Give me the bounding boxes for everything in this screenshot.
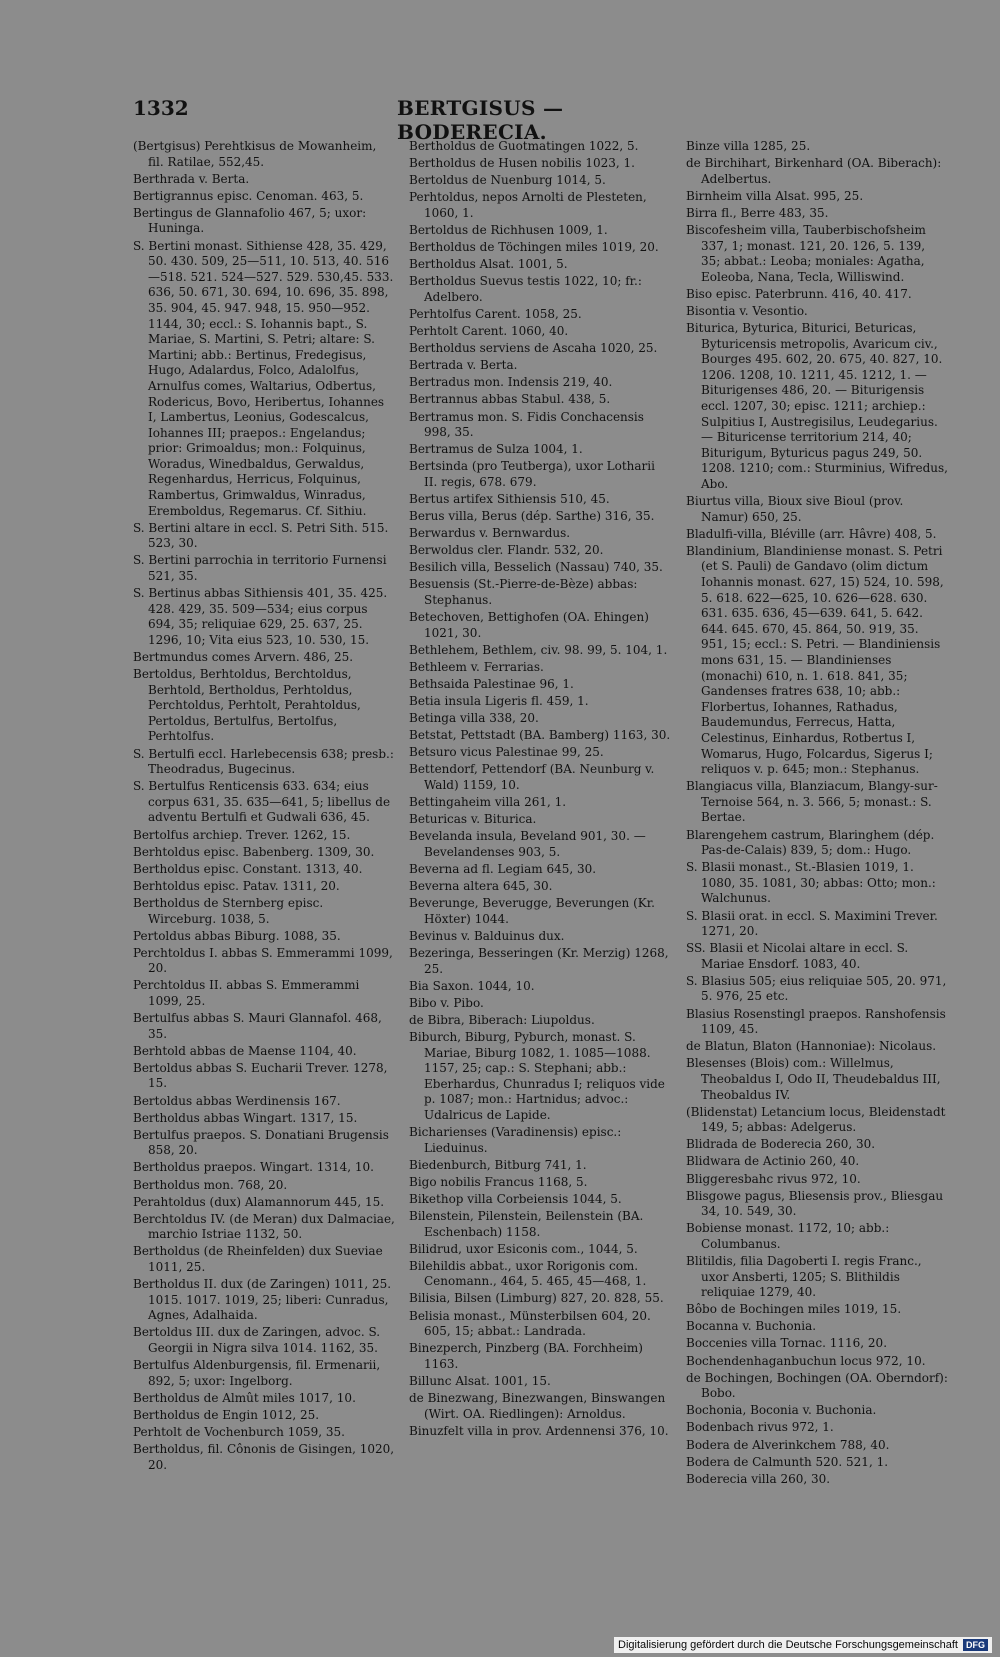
index-entry: Biturica, Byturica, Biturici, Beturicas, Byturicensis metropolis, Avaricum civ., Bourges 495. 602, 20. 675, 40. 827, 10. 1206. 1208, 10. 1211, 45. 1212, 1. — Biturigenses 486, 20. — Biturigensis eccl. 1207, 30; episc. 1211; archiep.: Sulpitius I, Austregisilus, Leudegarius. — Bituricense territorium 214, 40; Biturigum, Byturicus pagus 249, 50. 1208. 1210; com.: Sturminius, Wifredus, Abo.	[686, 321, 948, 491]
index-entry: Biscofesheim villa, Tauberbischofsheim 337, 1; monast. 121, 20. 126, 5. 139, 35; abbat.: Leoba; moniales: Agatha, Eoleoba, Nana, Tecla, Williswind.	[686, 222, 926, 284]
index-entry: Bettingaheim villa 261, 1.	[409, 795, 567, 810]
index-entry: Bilisia, Bilsen (Limburg) 827, 20. 828, 55.	[409, 1291, 664, 1306]
index-entry: Perhtolt de Vochenburch 1059, 35.	[133, 1424, 345, 1439]
index-entry: Betinga villa 338, 20.	[409, 711, 539, 726]
index-entry: S. Bertinus abbas Sithiensis 401, 35. 425. 428. 429, 35. 509—534; eius corpus 694, 35; reliquiae 629, 25. 637, 25. 1296, 10; Vita eius 523, 10. 530, 15.	[133, 586, 388, 647]
index-entry: Bertholdus (de Rheinfelden) dux Sueviae 1011, 25.	[133, 1244, 383, 1274]
index-entry: Berwardus v. Bernwardus.	[409, 526, 571, 541]
index-entry: Perahtoldus (dux) Alamannorum 445, 15.	[133, 1194, 385, 1209]
index-entry: Berus villa, Berus (dép. Sarthe) 316, 35.	[409, 509, 655, 524]
index-entry: Bertholdus de Almût miles 1017, 10.	[133, 1390, 356, 1405]
index-entry: Bertrada v. Berta.	[409, 358, 518, 373]
index-entry: Bertulfus praepos. S. Donatiani Brugensis 858, 20.	[133, 1127, 389, 1158]
index-entry: Bertramus mon. S. Fidis Conchacensis 998, 35.	[409, 409, 644, 440]
index-entry: Bilehildis abbat., uxor Rorigonis com. Cenomann., 464, 5. 465, 45—468, 1.	[409, 1258, 647, 1289]
index-entry: Bevelanda insula, Beveland 901, 30. — Bevelandenses 903, 5.	[409, 829, 646, 859]
index-entry: de Blatun, Blaton (Hannoniae): Nicolaus.	[686, 1039, 937, 1054]
index-entry: Perhtoldus, nepos Arnolti de Plesteten, 1060, 1.	[409, 190, 647, 220]
index-entry: Beturicas v. Biturica.	[409, 812, 537, 827]
index-entry: Bethleem v. Ferrarias.	[409, 659, 544, 674]
index-entry: Bettendorf, Pettendorf (BA. Neunburg v. Wald) 1159, 10.	[409, 762, 655, 793]
index-entry: S. Blasii orat. in eccl. S. Maximini Trever. 1271, 20.	[686, 908, 938, 939]
index-entry: (Bertgisus) Perehtkisus de Mowanheim, fil. Ratilae, 552,45.	[133, 139, 377, 169]
index-entry: Bertholdus de Engin 1012, 25.	[133, 1407, 320, 1422]
index-entry: S. Bertini parrochia in territorio Furnensi 521, 35.	[133, 553, 387, 584]
index-entry: Berwoldus cler. Flandr. 532, 20.	[409, 543, 604, 558]
index-column-3	[686, 139, 948, 1564]
index-entry: Berhtold abbas de Maense 1104, 40.	[133, 1043, 357, 1058]
index-entry: Bibo v. Pibo.	[409, 995, 484, 1010]
index-entry: Bertholdus de Guotmatingen 1022, 5.	[409, 139, 639, 153]
index-entry: Perhtolt Carent. 1060, 40.	[409, 324, 569, 339]
index-entry: Berhtoldus episc. Babenberg. 1309, 30.	[133, 844, 375, 859]
index-entry: Bertoldus de Richhusen 1009, 1.	[409, 222, 608, 237]
index-entry: Perchtoldus I. abbas S. Emmerammi 1099, 20.	[133, 945, 393, 976]
index-entry: Bertus artifex Sithiensis 510, 45.	[409, 491, 610, 506]
index-entry: (Blidenstat) Letancium locus, Bleidenstadt 149, 5; abbas: Adelgerus.	[686, 1104, 946, 1135]
index-entry: Betia insula Ligeris fl. 459, 1.	[409, 694, 589, 709]
index-entry: Bertsinda (pro Teutberga), uxor Lotharii II. regis, 678. 679.	[409, 459, 655, 489]
index-entry: Bertholdus II. dux (de Zaringen) 1011, 25. 1015. 1017. 1019, 25; liberi: Cunradus, Agnes, Adalhaida.	[133, 1277, 392, 1323]
index-entry: Biburch, Biburg, Pyburch, monast. S. Mariae, Biburg 1082, 1. 1085—1088. 1157, 25; cap.: S. Stephani; abb.: Eberhardus, Chunradus I; reliquos vide p. 1087; mon.: Hartnidus; advoc.: Udalricus de Lapide.	[409, 1029, 665, 1122]
index-entry: Berthrada v. Berta.	[133, 171, 250, 186]
running-title: BERTGISUS — BODERECIA.	[397, 96, 564, 144]
index-entry: Blidrada de Boderecia 260, 30.	[686, 1137, 876, 1152]
index-entry: Bertoldus abbas Werdinensis 167.	[133, 1093, 341, 1108]
index-entry: Bertholdus de Husen nobilis 1023, 1.	[409, 156, 635, 171]
index-entry: Bertholdus serviens de Ascaha 1020, 25.	[409, 341, 658, 356]
index-entry: Biurtus villa, Bioux sive Bioul (prov. Namur) 650, 25.	[686, 494, 904, 524]
index-entry: Bocanna v. Buchonia.	[686, 1319, 817, 1334]
index-entry: Bigo nobilis Francus 1168, 5.	[409, 1174, 588, 1189]
index-entry: S. Bertulfi eccl. Harlebecensis 638; presb.: Theodradus, Bugecinus.	[133, 746, 394, 777]
index-entry: Billunc Alsat. 1001, 15.	[409, 1373, 551, 1388]
index-column-1	[133, 139, 395, 1564]
index-entry: Bertoldus abbas S. Eucharii Trever. 1278, 15.	[133, 1060, 388, 1091]
index-entry: Beverunge, Beverugge, Beverungen (Kr. Höxter) 1044.	[409, 896, 655, 926]
index-entry: Bodera de Alverinkchem 788, 40.	[686, 1437, 890, 1452]
index-entry: Bertramus de Sulza 1004, 1.	[409, 442, 583, 457]
footer-credit-text: Digitalisierung gefördert durch die Deutsche Forschungsgemeinschaft	[618, 1639, 958, 1651]
index-entry: Bochonia, Boconia v. Buchonia.	[686, 1403, 877, 1418]
index-entry: Bia Saxon. 1044, 10.	[409, 978, 535, 993]
index-entry: Birra fl., Berre 483, 35.	[686, 205, 829, 220]
index-entry: S. Bertini monast. Sithiense 428, 35. 429, 50. 430. 509, 25—511, 10. 513, 40. 516—518. 521. 524—527. 529. 530,45. 533. 636, 50. 671, 30. 694, 10. 696, 35. 898, 35. 904, 45. 947. 948, 15. 950—952. 1144, 30; eccl.: S. Iohannis bapt., S. Mariae, S. Martini, S. Petri; altare: S. Martini; abb.: Bertinus, Fredegisus, Hugo, Adalardus, Folco, Adalolfus, Arnulfus comes, Waltarius, Odbertus, Rodericus, Bovo, Heribertus, Iohannes I, Lambertus, Leonius, Godescalcus, Iohannes III; praepos.: Engelandus; prior: Grimoaldus; mon.: Folquinus, Woradus, Winedbaldus, Gerwaldus, Regenhardus, Herricus, Folquinus, Rambertus, Grimwaldus, Winradus, Eremboldus, Regemarus. Cf. Sithiu.	[133, 238, 394, 518]
index-entry: Bicharienses (Varadinensis) episc.: Lieduinus.	[409, 1125, 622, 1155]
index-entry: Birnheim villa Alsat. 995, 25.	[686, 188, 864, 203]
index-entry: S. Bertulfus Renticensis 633. 634; eius corpus 631, 35. 635—641, 5; libellus de adventu Bertulfi et Gudwali 636, 45.	[133, 779, 391, 825]
index-entry: Bertulfus Aldenburgensis, fil. Ermenarii, 892, 5; uxor: Ingelborg.	[133, 1358, 381, 1388]
page-header	[133, 96, 664, 144]
index-entry: Besilich villa, Besselich (Nassau) 740, 35.	[409, 560, 663, 575]
index-entry: Bilenstein, Pilenstein, Beilenstein (BA. Eschenbach) 1158.	[409, 1209, 644, 1239]
index-entry: Biso episc. Paterbrunn. 416, 40. 417.	[686, 286, 912, 301]
index-entry: Boderecia villa 260, 30.	[686, 1471, 831, 1486]
index-entry: Betsuro vicus Palestinae 99, 25.	[409, 745, 604, 760]
index-entry: S. Blasius 505; eius reliquiae 505, 20. 971, 5. 976, 25 etc.	[686, 973, 947, 1004]
index-entry: de Bibra, Biberach: Liupoldus.	[409, 1012, 595, 1027]
index-entry: Bertholdus abbas Wingart. 1317, 15.	[133, 1110, 358, 1125]
index-entry: Belisia monast., Münsterbilsen 604, 20. 605, 15; abbat.: Landrada.	[409, 1308, 651, 1339]
index-entry: Bertholdus Suevus testis 1022, 10; fr.: Adelbero.	[409, 274, 642, 304]
index-entry: Bilidrud, uxor Esiconis com., 1044, 5.	[409, 1241, 638, 1256]
index-entry: Blesenses (Blois) com.: Willelmus, Theobaldus I, Odo II, Theudebaldus III, Theobaldus IV.	[686, 1056, 941, 1102]
index-entry: Bochendenhaganbuchun locus 972, 10.	[686, 1353, 926, 1368]
index-entry: de Binezwang, Binezwangen, Binswangen (Wirt. OA. Riedlingen): Arnoldus.	[409, 1391, 666, 1421]
index-entry: Blarengehem castrum, Blaringhem (dép. Pas-de-Calais) 839, 5; dom.: Hugo.	[686, 827, 935, 858]
index-entry: Bertholdus episc. Constant. 1313, 40.	[133, 861, 363, 876]
index-entry: Binezperch, Pinzberg (BA. Forchheim) 1163.	[409, 1341, 643, 1371]
index-entry: de Bochingen, Bochingen (OA. Oberndorf): Bobo.	[686, 1370, 948, 1401]
index-entry: Bethlehem, Bethlem, civ. 98. 99, 5. 104, 1.	[409, 642, 668, 657]
index-entry: S. Bertini altare in eccl. S. Petri Sith. 515. 523, 30.	[133, 520, 389, 551]
index-entry: Bertigrannus episc. Cenoman. 463, 5.	[133, 188, 364, 203]
index-entry: Bertrannus abbas Stabul. 438, 5.	[409, 392, 611, 407]
index-entry: Blitildis, filia Dagoberti I. regis Franc., uxor Ansberti, 1205; S. Blithildis reliquiae 1279, 40.	[686, 1253, 922, 1300]
index-entry: Bikethop villa Corbeiensis 1044, 5.	[409, 1191, 622, 1206]
index-entry: Bertholdus, fil. Cônonis de Gisingen, 1020, 20.	[133, 1442, 395, 1472]
index-entry: Bertingus de Glannafolio 467, 5; uxor: Huninga.	[133, 205, 367, 236]
index-entry: Blandinium, Blandiniense monast. S. Petri (et S. Pauli) de Gandavo (olim dictum Iohannis monast. 627, 15) 524, 10. 598, 5. 618. 622—625, 10. 626—628. 630. 631. 635. 636, 45—639. 641, 5. 642. 644. 645. 670, 45. 864, 50. 919, 35. 951, 15; eccl.: S. Petri. — Blandiniensis mons 631, 15. — Blandinienses (monachi) 610, n. 1. 618. 841, 35; Gandenses fratres 638, 10; abb.: Florbertus, Iohannes, Rathadus, Baudemundus, Ferrecus, Hatta, Celestinus, Einhardus, Rotbertus I, Womarus, Hugo, Folcardus, Sigerus I; reliquos v. p. 645; mon.: Stephanus.	[686, 543, 944, 777]
index-entry: Blisgowe pagus, Bliesensis prov., Bliesgau 34, 10. 549, 30.	[686, 1188, 944, 1219]
index-entry: Bertoldus III. dux de Zaringen, advoc. S. Georgii in Nigra silva 1014. 1162, 35.	[133, 1325, 381, 1355]
index-entry: Bethsaida Palestinae 96, 1.	[409, 677, 574, 691]
index-entry: Binuzfelt villa in prov. Ardennensi 376, 10.	[409, 1423, 669, 1438]
index-entry: Berchtoldus IV. (de Meran) dux Dalmaciae, marchio Istriae 1132, 50.	[133, 1211, 395, 1242]
index-entry: Bertoldus de Nuenburg 1014, 5.	[409, 173, 606, 188]
index-entry: Besuensis (St.-Pierre-de-Bèze) abbas: Stephanus.	[409, 577, 638, 608]
index-entry: Bertolfus archiep. Trever. 1262, 15.	[133, 827, 351, 842]
index-entry: Pertoldus abbas Biburg. 1088, 35.	[133, 928, 341, 943]
index-entry: Betechoven, Bettighofen (OA. Ehingen) 1021, 30.	[409, 610, 649, 640]
index-entry: Biedenburch, Bitburg 741, 1.	[409, 1157, 587, 1172]
index-entry: Bezeringa, Besseringen (Kr. Merzig) 1268, 25.	[409, 946, 669, 976]
index-entry: Bodera de Calmunth 520. 521, 1.	[686, 1454, 889, 1469]
index-entry: Bisontia v. Vesontio.	[686, 303, 808, 318]
index-entry: Beverna ad fl. Legiam 645, 30.	[409, 862, 597, 877]
index-entry: Bertholdus mon. 768, 20.	[133, 1177, 288, 1192]
index-entry: SS. Blasii et Nicolai altare in eccl. S. Mariae Ensdorf. 1083, 40.	[686, 941, 909, 971]
page-number: 1332	[133, 96, 189, 120]
index-entry: Bobiense monast. 1172, 10; abb.: Columbanus.	[686, 1221, 890, 1251]
index-column-2	[409, 139, 671, 1564]
index-entry: Bertholdus de Sternberg episc. Wirceburg. 1038, 5.	[133, 895, 324, 926]
index-entry: Boccenies villa Tornac. 1116, 20.	[686, 1336, 888, 1351]
index-entry: Bertradus mon. Indensis 219, 40.	[409, 375, 613, 390]
index-entry: Bertholdus praepos. Wingart. 1314, 10.	[133, 1160, 374, 1175]
index-entry: Blangiacus villa, Blanziacum, Blangy-sur-Ternoise 564, n. 3. 566, 5; monast.: S. Bertae.	[686, 779, 938, 825]
index-entry: Bertholdus de Töchingen miles 1019, 20.	[409, 240, 659, 255]
index-entry: Bliggeresbahc rivus 972, 10.	[686, 1171, 861, 1186]
index-entry: S. Blasii monast., St.-Blasien 1019, 1. 1080, 35. 1081, 30; abbas: Otto; mon.: Walchunus.	[686, 860, 936, 906]
index-entry: Perchtoldus II. abbas S. Emmerammi 1099, 25.	[133, 978, 360, 1008]
index-entry: Perhtolfus Carent. 1058, 25.	[409, 306, 582, 321]
index-entry: Berhtoldus episc. Patav. 1311, 20.	[133, 878, 340, 893]
index-entry: Binze villa 1285, 25.	[686, 139, 811, 153]
index-entry: Beverna altera 645, 30.	[409, 879, 553, 894]
footer-credit	[614, 1637, 992, 1653]
index-entry: Bodenbach rivus 972, 1.	[686, 1420, 834, 1435]
index-entry: Bertholdus Alsat. 1001, 5.	[409, 257, 568, 272]
index-entry: Bertmundus comes Arvern. 486, 25.	[133, 650, 354, 664]
index-entry: Blasius Rosenstingl praepos. Ranshofensis 1109, 45.	[686, 1006, 946, 1037]
index-entry: Bertoldus, Berhtoldus, Berchtoldus, Berhtold, Bertholdus, Perhtoldus, Perchtoldus, Perhtolt, Perahtoldus, Pertoldus, Bertulfus, Bertolfus, Perhtolfus.	[133, 667, 361, 744]
index-entry: Betstat, Pettstadt (BA. Bamberg) 1163, 30.	[409, 728, 671, 743]
index-entry: de Birchihart, Birkenhard (OA. Biberach): Adelbertus.	[686, 156, 942, 186]
index-entry: Bôbo de Bochingen miles 1019, 15.	[686, 1302, 902, 1317]
index-entry: Bertulfus abbas S. Mauri Glannafol. 468, 35.	[133, 1011, 382, 1041]
dfg-logo: DFG	[963, 1639, 988, 1651]
index-entry: Bevinus v. Balduinus dux.	[409, 928, 565, 943]
index-entry: Bladulfi-villa, Bléville (arr. Hâvre) 408, 5.	[686, 526, 937, 541]
index-entry: Blidwara de Actinio 260, 40.	[686, 1154, 860, 1169]
